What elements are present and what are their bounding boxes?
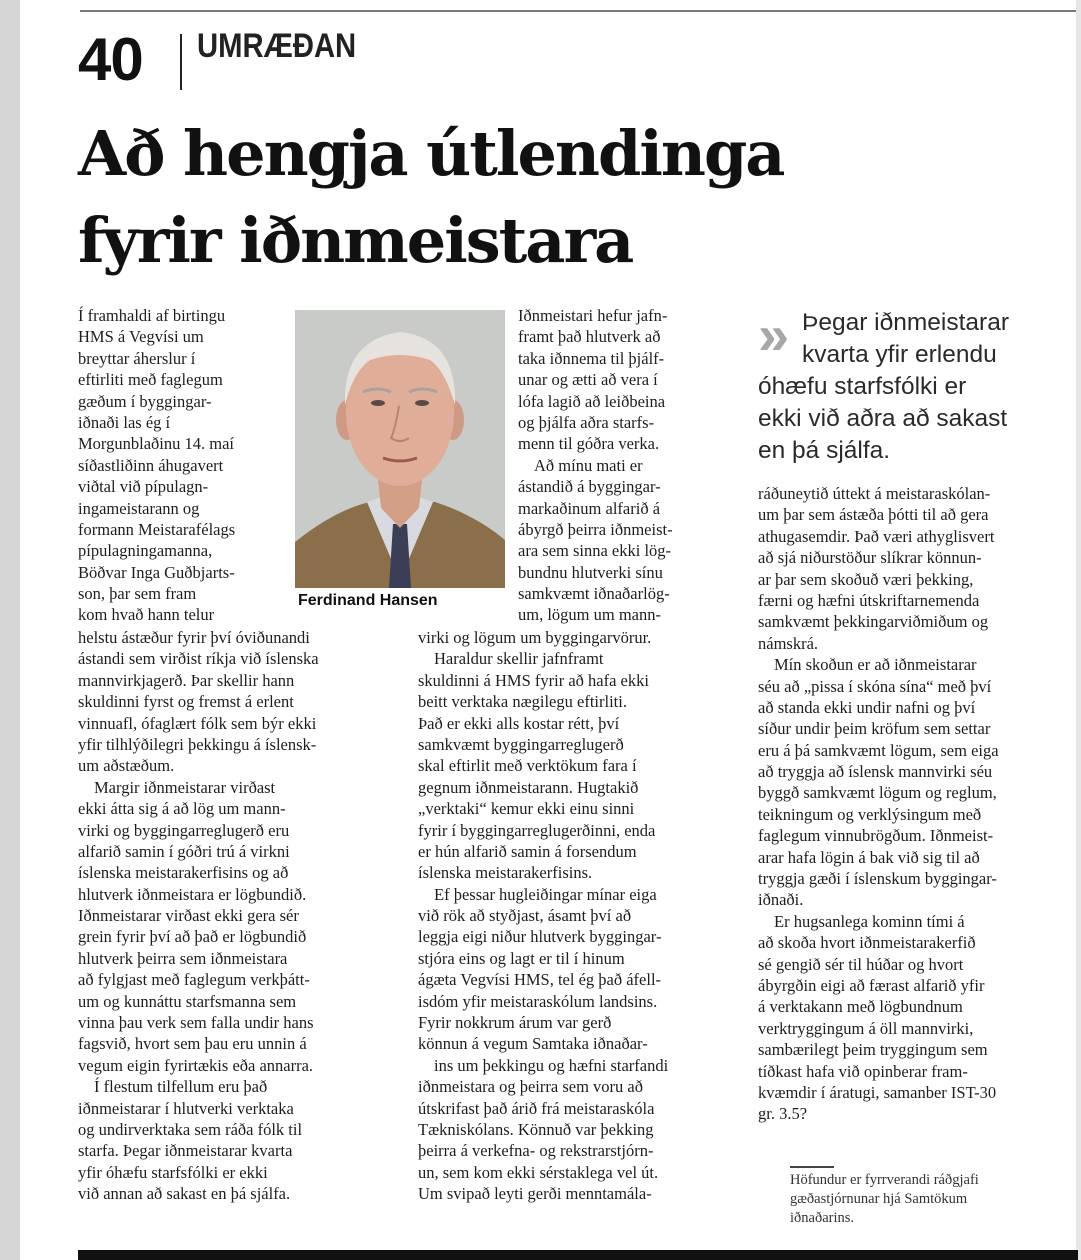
text-line: skal eftirlit með verktökum fara í: [418, 756, 637, 776]
text-line: unar og ætti að vera í: [518, 370, 658, 390]
section-label: UMRÆÐAN: [197, 27, 357, 65]
text-line: virki og lögum um byggingarvörur.: [418, 628, 652, 647]
text-line: isdóm yfir meistaraskólum landsins.: [418, 991, 658, 1011]
text-line: markaðinum alfarið á: [518, 498, 661, 518]
text-line: un, sem kom ekki sérstaklega vel út.: [418, 1162, 659, 1182]
text-line: ara sem sinna ekki lög-: [518, 541, 672, 561]
headline-line: fyrir iðnmeistara: [78, 204, 633, 277]
text-line: stjóra eins og lagt er til í hinum: [418, 948, 625, 968]
text-line: „verktaki“ kemur ekki einu sinni: [418, 799, 635, 819]
text-line: færni og hæfni útskriftarnemenda: [758, 590, 980, 610]
text-line: Iðnmeistarar virðast ekki gera sér: [78, 906, 299, 926]
text-line: ingameistarann og: [78, 498, 200, 518]
text-line: Að mínu mati er: [534, 455, 643, 475]
text-line: ekki átta sig á að lög um mann-: [78, 799, 286, 819]
text-line: faglegum vinnubrögðum. Iðnmeist-: [758, 826, 994, 846]
text-line: fyrir í byggingarreglugerðinni, enda: [418, 820, 656, 840]
text-line: tryggja gæði í íslenskum byggingar-: [758, 869, 997, 889]
text-line: ábyrgð þeirra iðnmeist-: [518, 519, 673, 539]
text-line: ins um þekkingu og hæfni starfandi: [434, 1055, 669, 1075]
text-line: um aðstæðum.: [78, 756, 175, 776]
text-line: Margir iðnmeistarar virðast: [94, 777, 276, 797]
text-line: Í flestum tilfellum eru það: [94, 1077, 268, 1097]
text-line: sé gengið sér til húðar og hvort: [758, 954, 964, 974]
text-line: um og kunnáttu starfsmanna sem: [78, 991, 297, 1011]
page-number: 40: [78, 26, 143, 93]
text-line: iðnmeistara og þeirra sem voru að: [418, 1077, 643, 1097]
text-line: taka iðnnema til þjálf-: [518, 348, 665, 368]
text-line: Haraldur skellir jafnframt: [434, 649, 604, 669]
quote-chevron-icon: »: [758, 303, 790, 366]
text-line: byggð samkvæmt lögum og reglum,: [758, 783, 997, 803]
text-line: sambærilegt þeim tryggingum sem: [758, 1040, 988, 1060]
text-line: útskrifast það árið frá meistaraskóla: [418, 1098, 655, 1118]
text-line: gr. 3.5?: [758, 1104, 808, 1124]
text-line: ráðuneytið úttekt á meistaraskólan-: [758, 484, 991, 503]
text-line: framt það hlutverk að: [518, 327, 661, 347]
author-note-line: iðnaðarins.: [790, 1210, 855, 1226]
column-3: [758, 483, 999, 1125]
column-1-bottom: [78, 627, 319, 1205]
text-line: samkvæmt iðnaðarlög-: [518, 584, 670, 604]
column-2-bottom: [418, 627, 668, 1205]
text-line: helstu ástæður fyrir því óviðunandi: [78, 628, 310, 647]
section-divider: [180, 34, 182, 90]
text-line: son, þar sem fram: [78, 584, 197, 604]
text-line: athugasemdir. Það væri athyglisvert: [758, 526, 995, 546]
text-line: leggja eigi niður hlutverk byggingar-: [418, 927, 662, 947]
text-line: formann Meistarafélags: [78, 519, 236, 539]
headline-line: Að hengja útlendinga: [78, 117, 784, 190]
pull-quote: [758, 307, 1009, 467]
text-line: ábyrgðin eigi að færast alfarið yfir: [758, 975, 985, 995]
text-line: síðastliðinn áhugavert: [78, 455, 224, 475]
text-line: ástandi sem virðist ríkja við íslenska: [78, 649, 319, 669]
text-line: Tækniskólans. Könnuð var þekking: [418, 1119, 654, 1139]
text-line: að skoða hvort iðnmeistarakerfið: [758, 933, 976, 953]
text-line: vinna þau verk sem falla undir hans: [78, 1013, 314, 1033]
text-line: á verktakann með lögbundnum: [758, 997, 963, 1017]
text-line: og undirverktaka sem ráða fólk til: [78, 1119, 303, 1139]
text-line: yfir tilhlýðilegri þekkingu á íslensk-: [78, 734, 317, 754]
text-line: lófa lagið að leiðbeina: [518, 391, 666, 411]
text-line: um þar sem ástæða þótti til að gera: [758, 505, 989, 525]
text-line: arar hafa lögin á bak við sig til að: [758, 847, 980, 867]
text-line: samkvæmt byggingarreglugerð: [418, 734, 624, 754]
author-note-line: gæðastjórnunar hjá Samtökum: [790, 1191, 968, 1207]
text-line: og þjálfa aðra starfs-: [518, 412, 655, 432]
text-line: íslenska meistarakerfisins og að: [78, 863, 289, 883]
text-line: við rök að styðjast, ásamt því að: [418, 906, 632, 926]
text-line: menn til góðra verka.: [518, 434, 660, 454]
text-line: eru á þá samkvæmt lögum, sem eiga: [758, 740, 999, 760]
text-line: HMS á Vegvísi um: [78, 327, 204, 347]
text-line: iðnmeistarar í hlutverki verktaka: [78, 1098, 294, 1118]
page-edge-left: [0, 0, 20, 1260]
text-line: ágæta Vegvísi HMS, tel ég það áfell-: [418, 970, 662, 990]
text-line: eftirliti með faglegum: [78, 370, 223, 390]
text-line: séu að „pissa í skóna sína“ með því: [758, 676, 992, 696]
text-line: könnun á vegum Samtaka iðnaðar-: [418, 1034, 648, 1054]
text-line: Í framhaldi af birtingu: [78, 306, 226, 325]
pull-quote-line: Þegar iðnmeistarar: [802, 309, 1009, 336]
column-1-top: [78, 305, 235, 626]
text-line: samkvæmt þekkingarviðmiðum og: [758, 612, 989, 632]
pull-quote-line: ekki við aðra að sakast: [758, 405, 1008, 432]
text-line: viðtal við pípulagn-: [78, 477, 209, 497]
text-line: fagsvið, hvort sem þau eru unnin á: [78, 1034, 307, 1054]
text-line: Iðnmeistari hefur jafn-: [518, 306, 668, 325]
text-line: að standa ekki undir nafni og því: [758, 697, 976, 717]
text-line: Um svipað leyti gerði menntamála-: [418, 1184, 652, 1204]
text-line: vinnuafl, ófaglært fólk sem býr ekki: [78, 713, 317, 733]
text-line: Mín skoðun er að iðnmeistarar: [774, 655, 977, 675]
author-portrait-image: [295, 310, 505, 588]
text-line: þeirra á verkefna- og rekstrarstjórn-: [418, 1141, 654, 1161]
text-line: Ef þessar hugleiðingar mínar eiga: [434, 884, 657, 904]
text-line: að sjá niðurstöður slíkrar könnun-: [758, 548, 982, 568]
text-line: íslenska meistarakerfisins.: [418, 863, 593, 883]
author-photo: [295, 310, 505, 588]
text-line: vegum eigin fyrirtækis eða annarra.: [78, 1055, 314, 1075]
text-line: breyttar áherslur í: [78, 348, 196, 368]
text-line: iðnaði.: [758, 890, 804, 910]
author-note-rule: [790, 1166, 834, 1168]
text-line: hlutverk þeirra sem iðnmeistara: [78, 948, 288, 968]
bottom-bar: [78, 1250, 1078, 1260]
text-line: Fyrir nokkrum árum var gerð: [418, 1013, 612, 1033]
text-line: kvæmdir í áratugi, samanber IST-30: [758, 1082, 997, 1102]
text-line: beitt verktaka nægilegu eftirliti.: [418, 692, 627, 712]
text-line: Það er ekki alls kostar rétt, því: [418, 713, 620, 733]
text-line: að fylgjast með faglegum verkþátt-: [78, 970, 310, 990]
text-line: bundnu hlutverki sínu: [518, 562, 663, 582]
text-line: hlutverk iðnmeistara er lögbundið.: [78, 884, 307, 904]
photo-caption: Ferdinand Hansen: [298, 592, 438, 609]
text-line: námskrá.: [758, 633, 819, 653]
text-line: verktryggingum á öll mannvirki,: [758, 1018, 974, 1038]
text-line: Böðvar Inga Guðbjarts-: [78, 562, 235, 582]
text-line: skuldinni fyrst og fremst á erlent: [78, 692, 294, 712]
text-line: síður undir þeim kröfum sem settar: [758, 719, 991, 739]
text-line: Morgunblaðinu 14. maí: [78, 434, 234, 454]
headline: [78, 110, 1078, 284]
text-line: við annan að sakast en þá sjálfa.: [78, 1184, 291, 1204]
text-line: kom hvað hann telur: [78, 605, 215, 625]
text-line: ar þar sem skoðuð væri þekking,: [758, 569, 974, 589]
text-line: grein fyrir því að það er lögbundið: [78, 927, 307, 947]
text-line: virki og byggingarreglugerð eru: [78, 820, 290, 840]
text-line: um, lögum um mann-: [518, 605, 661, 625]
text-line: Er hugsanlega kominn tími á: [774, 911, 965, 931]
text-line: gegnum iðnmeistarann. Hugtakið: [418, 777, 639, 797]
pull-quote-line: kvarta yfir erlendu: [802, 341, 997, 368]
text-line: starfa. Þegar iðnmeistarar kvarta: [78, 1141, 293, 1161]
pull-quote-line: en þá sjálfa.: [758, 437, 891, 464]
text-line: mannvirkjagerð. Þar skellir hann: [78, 670, 295, 690]
author-note: [790, 1171, 979, 1228]
text-line: er hún alfarið samin á forsendum: [418, 841, 637, 861]
text-line: iðnaði las ég í: [78, 412, 171, 432]
text-line: ástandið á byggingar-: [518, 477, 661, 497]
column-2-top: [518, 305, 673, 626]
text-line: alfarið samin í góðri trú á virkni: [78, 841, 290, 861]
text-line: skuldinni á HMS fyrir að hafa ekki: [418, 670, 649, 690]
text-line: teikningum og verklýsingum með: [758, 804, 982, 824]
author-note-line: Höfundur er fyrrverandi ráðgjafi: [790, 1172, 979, 1188]
pull-quote-line: óhæfu starfsfólki er: [758, 373, 967, 400]
text-line: að tryggja að íslensk mannvirki séu: [758, 762, 993, 782]
top-rule: [80, 10, 1076, 12]
text-line: tíðkast hafa við opinberar fram-: [758, 1061, 968, 1081]
text-line: yfir óhæfu starfsfólki er ekki: [78, 1162, 268, 1182]
text-line: pípulagningamanna,: [78, 541, 213, 561]
text-line: gæðum í byggingar-: [78, 391, 212, 411]
